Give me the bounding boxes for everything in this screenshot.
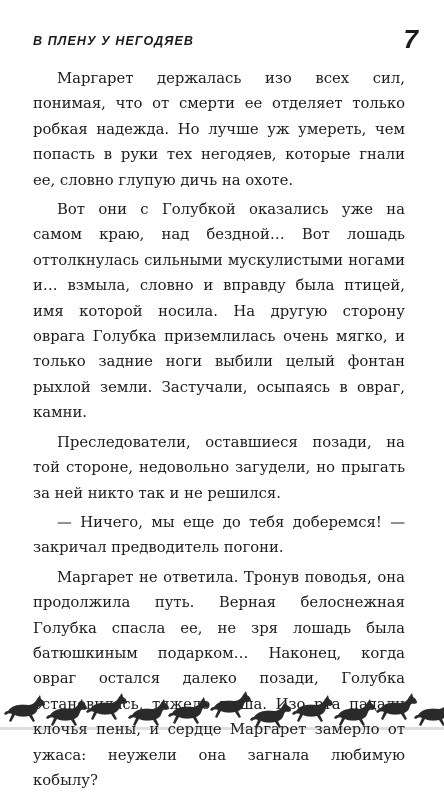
paragraph: Маргарет держалась изо всех сил, понимая, что от смерти ее отделяет только робкая надежда. Но лучше уж умереть, чем попасть в руки тех негодяев, которые гнали ее, словно глупую дичь на охоте. <box>33 70 405 189</box>
horse-frieze-icon <box>0 683 444 743</box>
page-header <box>33 24 418 58</box>
paragraph: Вот они с Голубкой оказались уже на самом краю, над бездной… Вот лошадь оттолкнулась сильными мускулистыми ногами и… взмыла, словно и вправду была птицей, имя которой носила. На другую сторону оврага Голубка приземлилась очень мягко, и только задние ноги выбили целый фонтан рыхлой земли. Застучали, осыпаясь в овраг, камни. <box>33 201 405 422</box>
running-head: В ПЛЕНУ У НЕГОДЯЕВ <box>33 34 195 48</box>
page-number: 7 <box>403 24 418 54</box>
paragraph: Маргарет не ответила. Тронув поводья, она продолжила путь. Верная белоснежная Голубка спасла ее, не зря лошадь была батюшкиным подарком… Наконец, когда овраг остался далеко позади, Голубка остановилась, тяжело Изо падали клочья пены, и сердце Маргарет замерло от ужаса: неужели она загнала любимую кобылу? <box>33 568 405 789</box>
paragraph: — Ничего, мы еще до тебя доберемся! — закричал предводитель погони. <box>33 513 405 557</box>
paragraph: Преследователи, оставшиеся позади, на той стороне, недовольно загудели, но прыгать за ней никто так и не решился. <box>33 433 405 502</box>
